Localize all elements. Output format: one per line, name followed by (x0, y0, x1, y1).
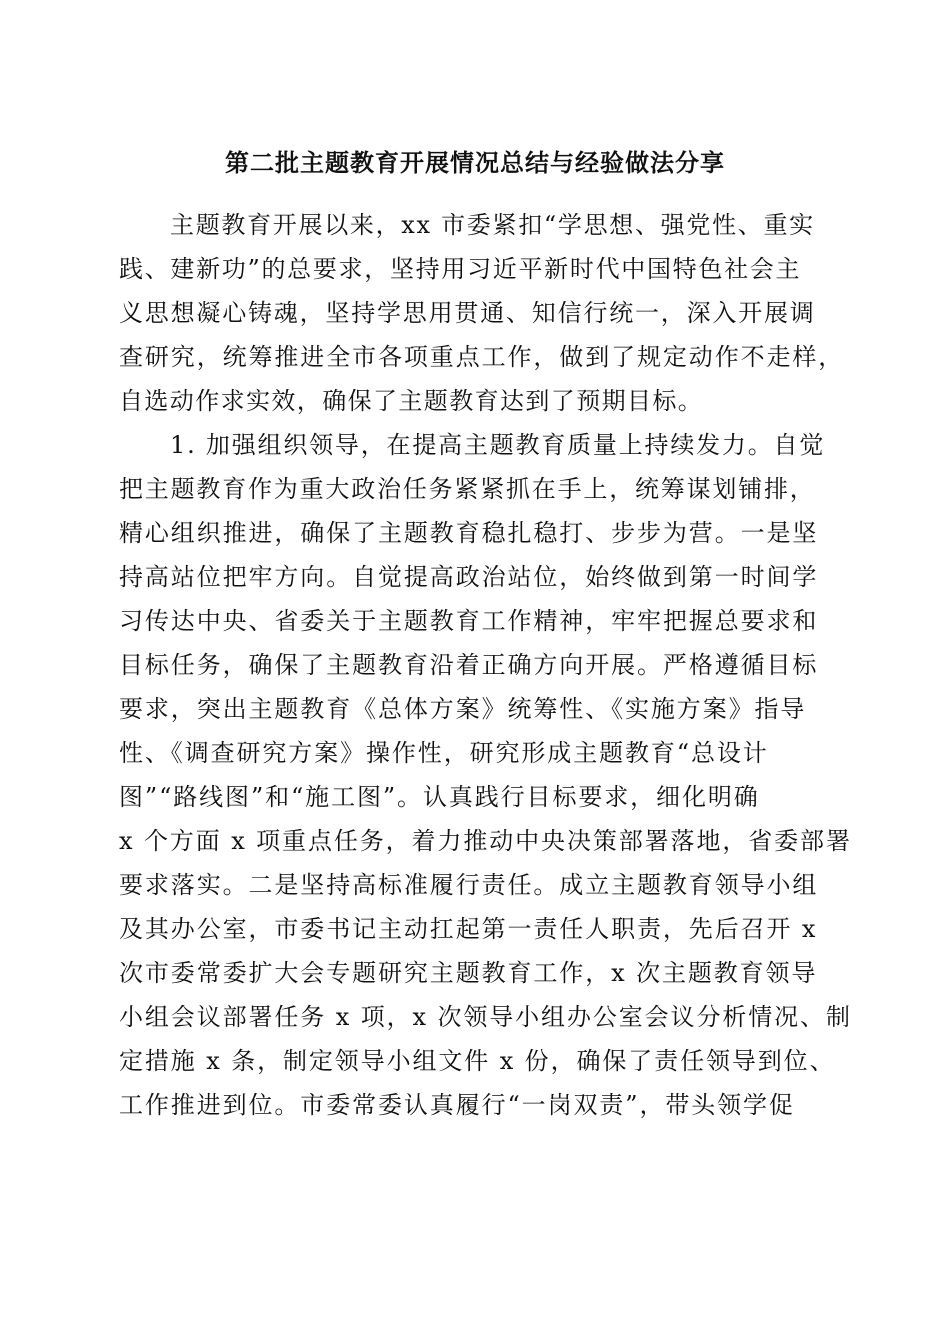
paragraph-2-line: 图”“路线图”和“施工图”。认真践行目标要求，细化明确 (119, 783, 760, 811)
paragraph-1-line: 自选动作求实效，确保了主题教育达到了预期目标。 (119, 387, 704, 415)
paragraph-1-line: 主题教育开展以来，xx 市委紧扣“学思想、强党性、重实 (170, 211, 815, 239)
paragraph-2-line: 工作推进到位。市委常委认真履行“一岗双责”，带头领学促 (119, 1091, 795, 1119)
paragraph-2-line: 精心组织推进，确保了主题教育稳扎稳打、步步为营。一是坚 (119, 519, 819, 547)
paragraph-2-line: 把主题教育作为重大政治任务紧紧抓在手上，统筹谋划铺排， (119, 475, 816, 503)
document-title: 第二批主题教育开展情况总结与经验做法分享 (225, 148, 725, 177)
paragraph-2-line: 及其办公室，市委书记主动扛起第一责任人职责，先后召开 x (119, 915, 818, 943)
paragraph-1-line: 义思想凝心铸魂，坚持学思用贯通、知信行统一，深入开展调 (119, 299, 816, 327)
paragraph-2-line: 持高站位把牢方向。自觉提高政治站位，始终做到第一时间学 (119, 563, 819, 591)
paragraph-2-line: 要求落实。二是坚持高标准履行责任。成立主题教育领导小组 (119, 871, 819, 899)
paragraph-2-line: 定措施 x 条，制定领导小组文件 x 份，确保了责任领导到位、 (119, 1047, 836, 1075)
paragraph-1-line: 践、建新功”的总要求，坚持用习近平新时代中国特色社会主 (119, 255, 802, 283)
paragraph-2-line: 目标任务，确保了主题教育沿着正确方向开展。严格遵循目标 (119, 651, 819, 679)
paragraph-2-line: 小组会议部署任务 x 项，x 次领导小组办公室会议分析情况、制 (119, 1003, 852, 1031)
paragraph-2-line: x 个方面 x 项重点任务，着力推动中央决策部署落地，省委部署 (119, 827, 852, 855)
paragraph-2-line: 次市委常委扩大会专题研究主题教育工作，x 次主题教育领导 (119, 959, 818, 987)
paragraph-2-line: 1. 加强组织领导，在提高主题教育质量上持续发力。自觉 (170, 431, 826, 459)
paragraph-2-line: 性、《调查研究方案》操作性，研究形成主题教育“总设计 (119, 739, 769, 767)
paragraph-1-line: 查研究，统筹推进全市各项重点工作，做到了规定动作不走样， (119, 343, 845, 371)
paragraph-2-line: 习传达中央、省委关于主题教育工作精神，牢牢把握总要求和 (119, 607, 819, 635)
paragraph-2-line: 要求，突出主题教育《总体方案》统筹性、《实施方案》指导 (119, 695, 807, 723)
